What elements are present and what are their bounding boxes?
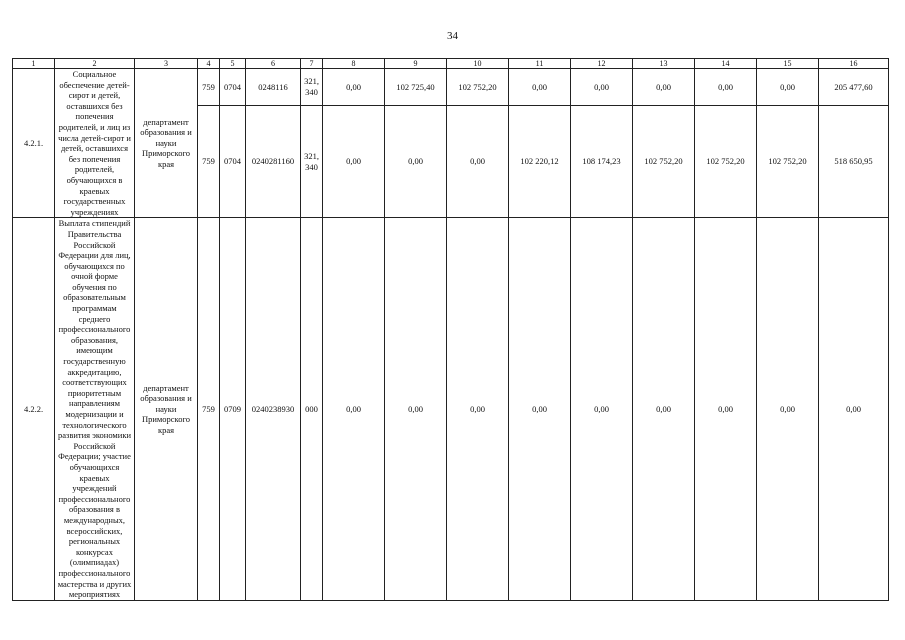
cell-value: 0,00 bbox=[633, 69, 695, 106]
cell-value: 0,00 bbox=[633, 218, 695, 600]
cell-value: 518 650,95 bbox=[819, 106, 889, 218]
column-header: 8 bbox=[323, 59, 385, 69]
budget-table bbox=[12, 58, 889, 601]
cell-c5: 0709 bbox=[220, 218, 246, 600]
cell-c4: 759 bbox=[198, 69, 220, 106]
cell-value: 102 752,20 bbox=[447, 69, 509, 106]
row-description: Выплата стипендий Правительства Российской Федерации для лиц, обучающихся по очной форме обучения по образовательным программам среднего профессионального образования, имеющим государственную аккредитацию, соответствующих приоритетным направлениям модернизации и технологического развития экономики Российской Федерации; участие обучающихся краевых учреждений профессионального образования в международных, всероссийских, региональных конкурсах (олимпиадах) профессионального мастерства и других мероприятиях bbox=[55, 218, 135, 600]
column-header: 16 bbox=[819, 59, 889, 69]
cell-c5: 0704 bbox=[220, 106, 246, 218]
cell-value: 205 477,60 bbox=[819, 69, 889, 106]
cell-value: 102 752,20 bbox=[695, 106, 757, 218]
cell-value: 0,00 bbox=[571, 218, 633, 600]
cell-c6: 0240281160 bbox=[246, 106, 301, 218]
cell-value: 0,00 bbox=[571, 69, 633, 106]
cell-value: 0,00 bbox=[695, 69, 757, 106]
cell-value: 0,00 bbox=[323, 218, 385, 600]
cell-value: 0,00 bbox=[509, 218, 571, 600]
cell-value: 0,00 bbox=[385, 218, 447, 600]
cell-value: 0,00 bbox=[323, 106, 385, 218]
page-number: 34 bbox=[447, 30, 458, 42]
column-header: 13 bbox=[633, 59, 695, 69]
cell-c4: 759 bbox=[198, 218, 220, 600]
column-header: 3 bbox=[135, 59, 198, 69]
row-description: Социальное обеспечение детей-сирот и детей, оставшихся без попечения родителей, и лиц из числа детей-сирот и детей, оставшихся без попечения родителей, обучающихся в краевых государственных учреждениях bbox=[55, 69, 135, 218]
cell-c5: 0704 bbox=[220, 69, 246, 106]
table-row bbox=[13, 69, 889, 106]
column-header: 14 bbox=[695, 59, 757, 69]
column-header: 1 bbox=[13, 59, 55, 69]
cell-value: 0,00 bbox=[509, 69, 571, 106]
column-header: 7 bbox=[301, 59, 323, 69]
column-header: 9 bbox=[385, 59, 447, 69]
cell-value: 102 752,20 bbox=[757, 106, 819, 218]
cell-c4: 759 bbox=[198, 106, 220, 218]
cell-value: 0,00 bbox=[695, 218, 757, 600]
cell-value: 0,00 bbox=[447, 106, 509, 218]
column-header: 10 bbox=[447, 59, 509, 69]
row-id: 4.2.1. bbox=[13, 69, 55, 218]
cell-c7: 000 bbox=[301, 218, 323, 600]
column-header: 5 bbox=[220, 59, 246, 69]
cell-c7: 321, 340 bbox=[301, 69, 323, 106]
column-number-row bbox=[13, 59, 889, 69]
row-executor: департамент образования и науки Приморского края bbox=[135, 69, 198, 218]
cell-value: 102 725,40 bbox=[385, 69, 447, 106]
cell-value: 0,00 bbox=[757, 218, 819, 600]
cell-value: 102 220,12 bbox=[509, 106, 571, 218]
row-executor: департамент образования и науки Приморского края bbox=[135, 218, 198, 600]
cell-value: 0,00 bbox=[385, 106, 447, 218]
row-id: 4.2.2. bbox=[13, 218, 55, 600]
cell-value: 108 174,23 bbox=[571, 106, 633, 218]
column-header: 12 bbox=[571, 59, 633, 69]
cell-value: 0,00 bbox=[323, 69, 385, 106]
cell-value: 0,00 bbox=[757, 69, 819, 106]
column-header: 2 bbox=[55, 59, 135, 69]
cell-value: 102 752,20 bbox=[633, 106, 695, 218]
cell-c7: 321, 340 bbox=[301, 106, 323, 218]
cell-value: 0,00 bbox=[447, 218, 509, 600]
cell-c6: 0248116 bbox=[246, 69, 301, 106]
column-header: 15 bbox=[757, 59, 819, 69]
table-row bbox=[13, 218, 889, 600]
column-header: 11 bbox=[509, 59, 571, 69]
cell-c6: 0240238930 bbox=[246, 218, 301, 600]
cell-value: 0,00 bbox=[819, 218, 889, 600]
column-header: 6 bbox=[246, 59, 301, 69]
column-header: 4 bbox=[198, 59, 220, 69]
